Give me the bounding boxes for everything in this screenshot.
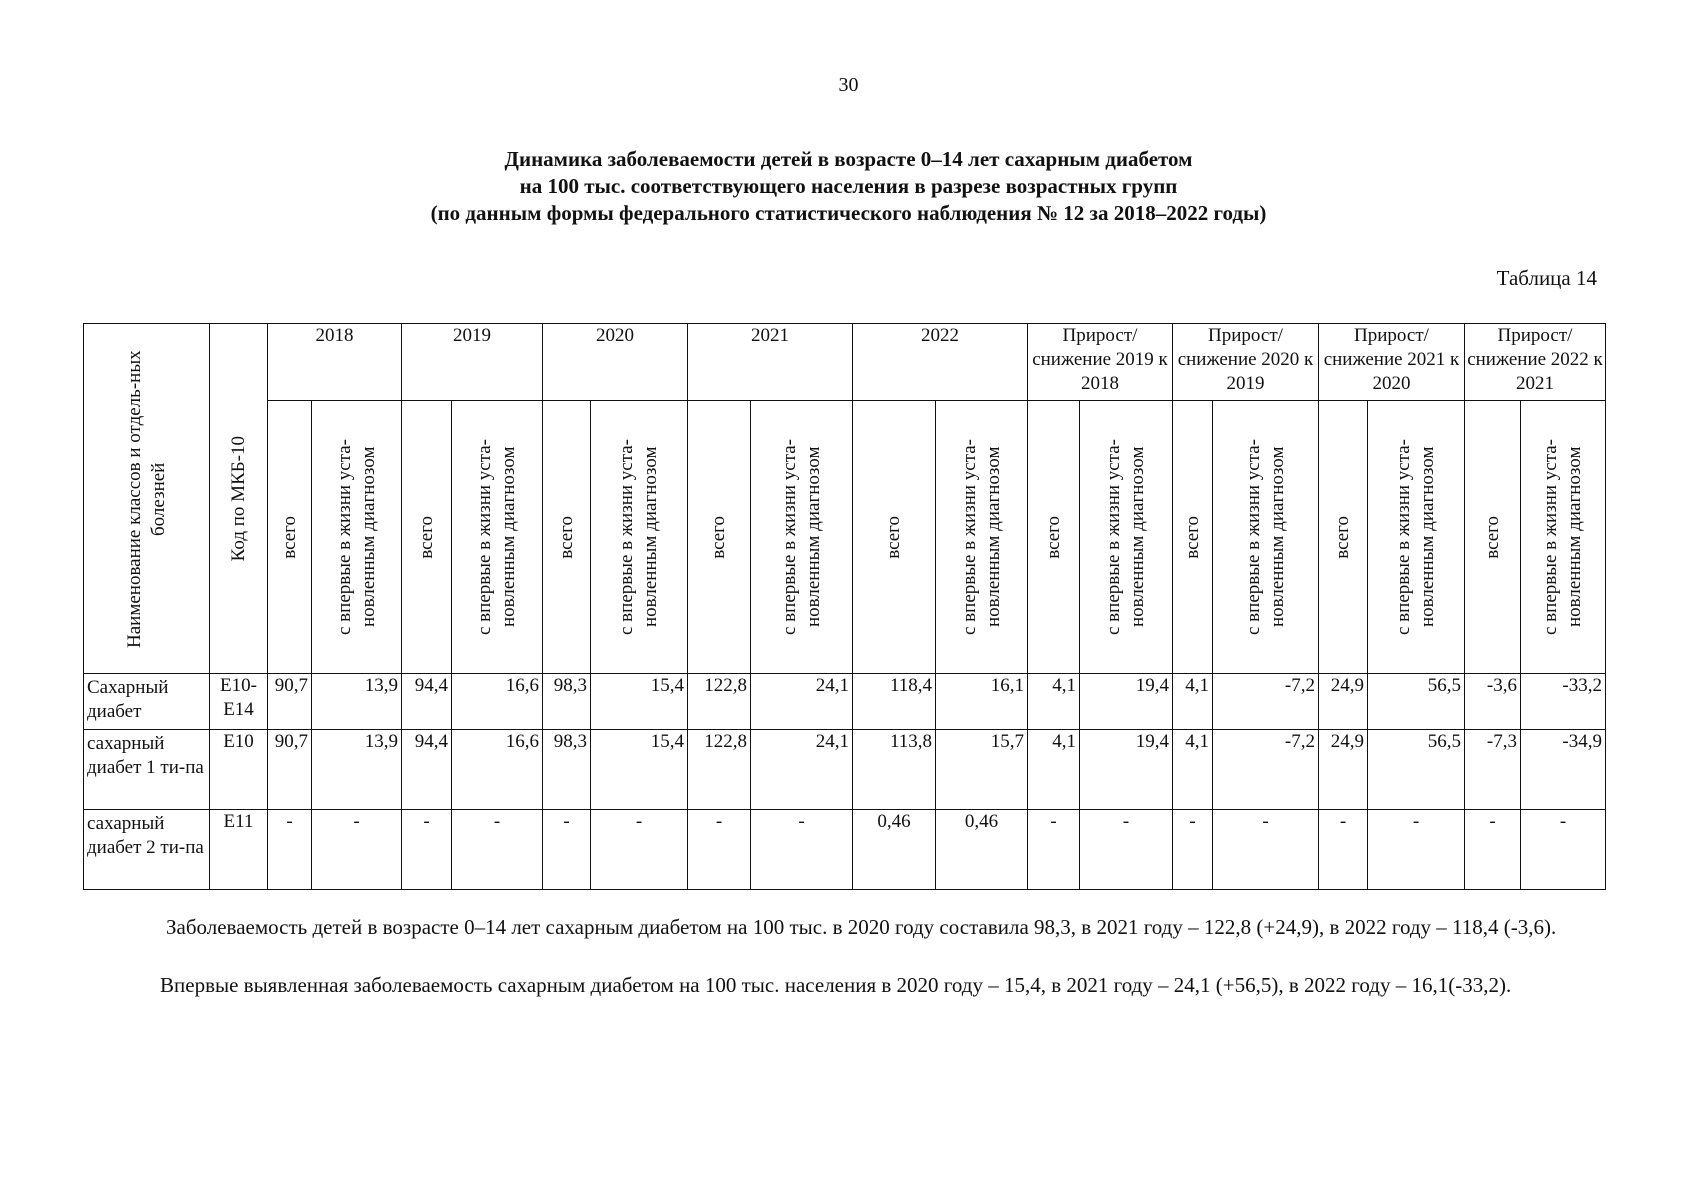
subheader-total	[853, 401, 936, 674]
subheader-total	[268, 401, 312, 674]
subheader-first-diagnosed-text: с впервые в жизни уста-новленным диагнозом	[1540, 439, 1585, 636]
cell-value: -	[1465, 810, 1521, 890]
subheader-first-diagnosed-text: с впервые в жизни уста-новленным диагнозом	[616, 439, 661, 636]
cell-value: 122,8	[688, 730, 751, 810]
subheader-total	[402, 401, 452, 674]
row-icd-code: Е10	[210, 730, 268, 810]
header-disease-name	[84, 324, 210, 674]
subheader-first-diagnosed-text: с впервые в жизни уста-новленным диагнозом	[958, 439, 1004, 636]
subheader-total-text: всего	[883, 515, 904, 559]
cell-value: 16,1	[936, 674, 1028, 730]
subheader-first-diagnosed-text: с впервые в жизни уста-новленным диагнозом	[1393, 439, 1438, 636]
cell-value: 15,7	[936, 730, 1028, 810]
cell-value: -	[1521, 810, 1606, 890]
cell-value: 4,1	[1028, 730, 1080, 810]
incidence-table	[83, 323, 1606, 890]
paragraph-incidence: Заболеваемость детей в возрасте 0–14 лет сахарным диабетом на 100 тыс. в 2020 году составила 98,3, в 2021 году – 122,8 (+24,9), в 2022 году – 118,4 (-3,6).	[166, 915, 1557, 939]
subheader-first-diagnosed-text: с впервые в жизни уста-новленным диагнозом	[778, 439, 824, 636]
cell-value: -34,9	[1521, 730, 1606, 810]
cell-value: -	[1319, 810, 1368, 890]
subheader-total	[1173, 401, 1213, 674]
cell-value: -	[688, 810, 751, 890]
row-icd-code: Е10-Е14	[210, 674, 268, 730]
cell-value: -	[268, 810, 312, 890]
header-row-subcolumns	[84, 401, 1606, 674]
title-line-1: Динамика заболеваемости детей в возрасте 0–14 лет сахарным диабетом	[504, 147, 1193, 171]
cell-value: -	[1213, 810, 1319, 890]
subheader-total-text: всего	[555, 515, 577, 559]
subheader-first-diagnosed	[1080, 401, 1173, 674]
subheader-first-diagnosed-text: с впервые в жизни уста-новленным диагнозом	[474, 439, 519, 636]
subheader-total	[688, 401, 751, 674]
subheader-total	[1319, 401, 1368, 674]
paragraph-first-diagnosed: Впервые выявленная заболеваемость сахарным диабетом на 100 тыс. населения в 2020 году – 15,4, в 2021 году – 24,1 (+56,5), в 2022 году – 16,1(-33,2).	[160, 973, 1512, 997]
cell-value: 24,9	[1319, 674, 1368, 730]
cell-value: -3,6	[1465, 674, 1521, 730]
cell-value: -	[312, 810, 402, 890]
cell-value: 24,1	[751, 730, 853, 810]
title-line-3: (по данным формы федерального статистического наблюдения № 12 за 2018–2022 годы)	[430, 201, 1267, 225]
header-disease-name-text: Наименование классов и отдель-ных болезней	[123, 349, 169, 648]
cell-value: -7,2	[1213, 674, 1319, 730]
subheader-total	[543, 401, 591, 674]
cell-value: -	[1028, 810, 1080, 890]
cell-value: 90,7	[268, 674, 312, 730]
cell-value: -	[1368, 810, 1465, 890]
cell-value: -33,2	[1521, 674, 1606, 730]
subheader-first-diagnosed	[1213, 401, 1319, 674]
subheader-first-diagnosed	[751, 401, 853, 674]
cell-value: 16,6	[452, 674, 543, 730]
header-group-change-2022-2021: Прирост/ снижение 2022 к 2021	[1465, 324, 1606, 401]
cell-value: 4,1	[1173, 674, 1213, 730]
subheader-total-text: всего	[1042, 515, 1064, 559]
cell-value: 24,1	[751, 674, 853, 730]
cell-value: -	[402, 810, 452, 890]
subheader-first-diagnosed	[1368, 401, 1465, 674]
subheader-total-text: всего	[1181, 515, 1203, 559]
header-group-2018: 2018	[268, 324, 402, 401]
cell-value: 13,9	[312, 730, 402, 810]
cell-value: 15,4	[591, 730, 688, 810]
subheader-total-text: всего	[1332, 515, 1353, 559]
header-group-change-2020-2019: Прирост/ снижение 2020 к 2019	[1173, 324, 1319, 401]
cell-value: 4,1	[1173, 730, 1213, 810]
cell-value: 98,3	[543, 674, 591, 730]
row-disease-name: сахарный диабет 2 ти-па	[84, 810, 210, 890]
subheader-total	[1465, 401, 1521, 674]
cell-value: -	[543, 810, 591, 890]
header-group-change-2021-2020: Прирост/ снижение 2021 к 2020	[1319, 324, 1465, 401]
cell-value: -	[591, 810, 688, 890]
subheader-first-diagnosed-text: с впервые в жизни уста-новленным диагнозом	[333, 439, 379, 636]
cell-value: 0,46	[853, 810, 936, 890]
cell-value: 19,4	[1080, 730, 1173, 810]
cell-value: 0,46	[936, 810, 1028, 890]
page-number: 30	[838, 74, 859, 96]
subheader-first-diagnosed	[312, 401, 402, 674]
table-label: Таблица 14	[1496, 266, 1597, 290]
header-icd-code	[210, 324, 268, 674]
cell-value: 90,7	[268, 730, 312, 810]
table-row	[84, 730, 1606, 810]
cell-value: 94,4	[402, 674, 452, 730]
cell-value: -7,3	[1465, 730, 1521, 810]
cell-value: 13,9	[312, 674, 402, 730]
cell-value: 94,4	[402, 730, 452, 810]
header-group-change-2019-2018: Прирост/ снижение 2019 к 2018	[1028, 324, 1173, 401]
row-icd-code: Е11	[210, 810, 268, 890]
cell-value: 24,9	[1319, 730, 1368, 810]
header-icd-code-text: Код по МКБ-10	[227, 435, 249, 562]
cell-value: 118,4	[853, 674, 936, 730]
header-row-years	[84, 324, 1606, 401]
subheader-first-diagnosed	[1521, 401, 1606, 674]
subheader-first-diagnosed	[452, 401, 543, 674]
title-line-2: на 100 тыс. соответствующего населения в разрезе возрастных групп	[519, 174, 1178, 198]
header-group-2020: 2020	[543, 324, 688, 401]
cell-value: -	[1080, 810, 1173, 890]
subheader-total-text: всего	[415, 515, 437, 559]
subheader-total-text: всего	[708, 515, 729, 559]
header-group-2022: 2022	[853, 324, 1028, 401]
subheader-total	[1028, 401, 1080, 674]
header-group-2019: 2019	[402, 324, 543, 401]
row-disease-name: сахарный диабет 1 ти-па	[84, 730, 210, 810]
cell-value: 16,6	[452, 730, 543, 810]
document-title	[0, 146, 1697, 227]
subheader-first-diagnosed-text: с впервые в жизни уста-новленным диагнозом	[1242, 439, 1288, 636]
cell-value: -	[452, 810, 543, 890]
cell-value: -7,2	[1213, 730, 1319, 810]
table-row	[84, 674, 1606, 730]
subheader-first-diagnosed-text: с впервые в жизни уста-новленным диагнозом	[1103, 439, 1148, 636]
cell-value: 98,3	[543, 730, 591, 810]
header-group-2021: 2021	[688, 324, 853, 401]
subheader-first-diagnosed	[936, 401, 1028, 674]
cell-value: -	[1173, 810, 1213, 890]
cell-value: 19,4	[1080, 674, 1173, 730]
cell-value: 56,5	[1368, 730, 1465, 810]
subheader-total-text: всего	[278, 515, 300, 559]
subheader-first-diagnosed	[591, 401, 688, 674]
table-row	[84, 810, 1606, 890]
cell-value: 56,5	[1368, 674, 1465, 730]
cell-value: 4,1	[1028, 674, 1080, 730]
cell-value: -	[751, 810, 853, 890]
row-disease-name: Сахарный диабет	[84, 674, 210, 730]
cell-value: 113,8	[853, 730, 936, 810]
cell-value: 122,8	[688, 674, 751, 730]
cell-value: 15,4	[591, 674, 688, 730]
subheader-total-text: всего	[1481, 515, 1503, 559]
